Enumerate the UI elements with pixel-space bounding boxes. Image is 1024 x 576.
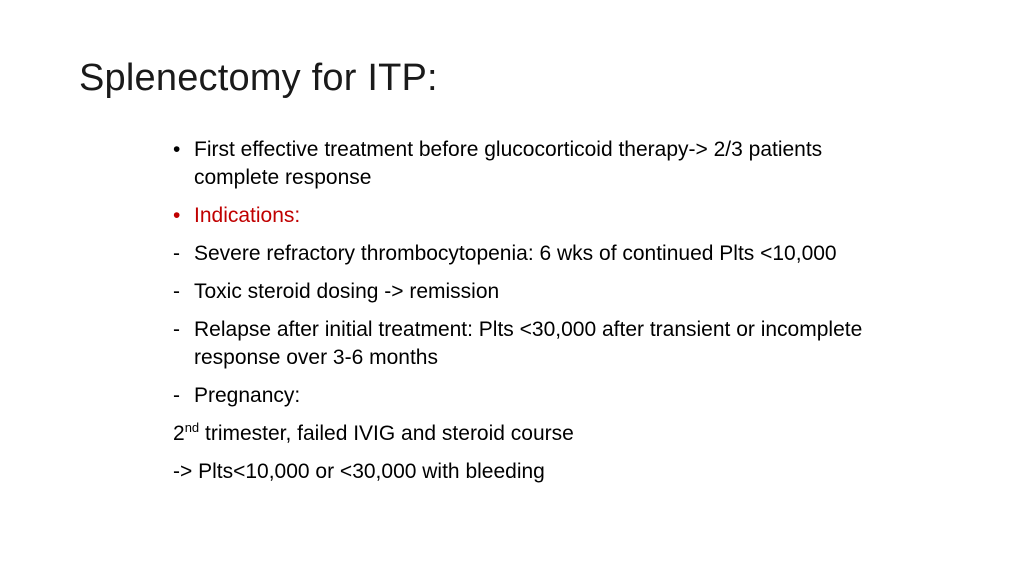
text-line-trimester (173, 420, 873, 448)
dash-marker: - (173, 384, 180, 407)
dash-item (173, 316, 873, 372)
dash-marker: - (173, 318, 180, 341)
bullet-item (173, 136, 873, 192)
bullet-text: Indications: (194, 204, 301, 227)
slide-title: Splenectomy for ITP: (79, 57, 438, 99)
bullet-text: First effective treatment before glucocorticoid therapy-> 2/3 patients complete response (194, 138, 823, 189)
dash-item (173, 382, 873, 410)
dash-text: Relapse after initial treatment: Plts <30,000 after transient or incomplete response over 3-6 months (194, 318, 863, 369)
trimester-number: 2 (173, 422, 185, 445)
bullet-marker: • (173, 138, 181, 161)
bullet-item-indications (173, 202, 873, 230)
dash-text: Toxic steroid dosing -> remission (194, 280, 500, 303)
bullet-marker: • (173, 204, 181, 227)
trimester-text: trimester, failed IVIG and steroid course (199, 422, 574, 445)
threshold-text: -> Plts<10,000 or <30,000 with bleeding (173, 460, 545, 483)
dash-marker: - (173, 280, 180, 303)
text-line-threshold (173, 458, 873, 486)
ordinal-suffix: nd (184, 420, 200, 435)
slide-body (173, 136, 873, 496)
dash-text: Pregnancy: (194, 384, 301, 407)
dash-marker: - (173, 242, 180, 265)
dash-item (173, 278, 873, 306)
dash-item (173, 240, 873, 268)
dash-text: Severe refractory thrombocytopenia: 6 wks of continued Plts <10,000 (194, 242, 837, 265)
